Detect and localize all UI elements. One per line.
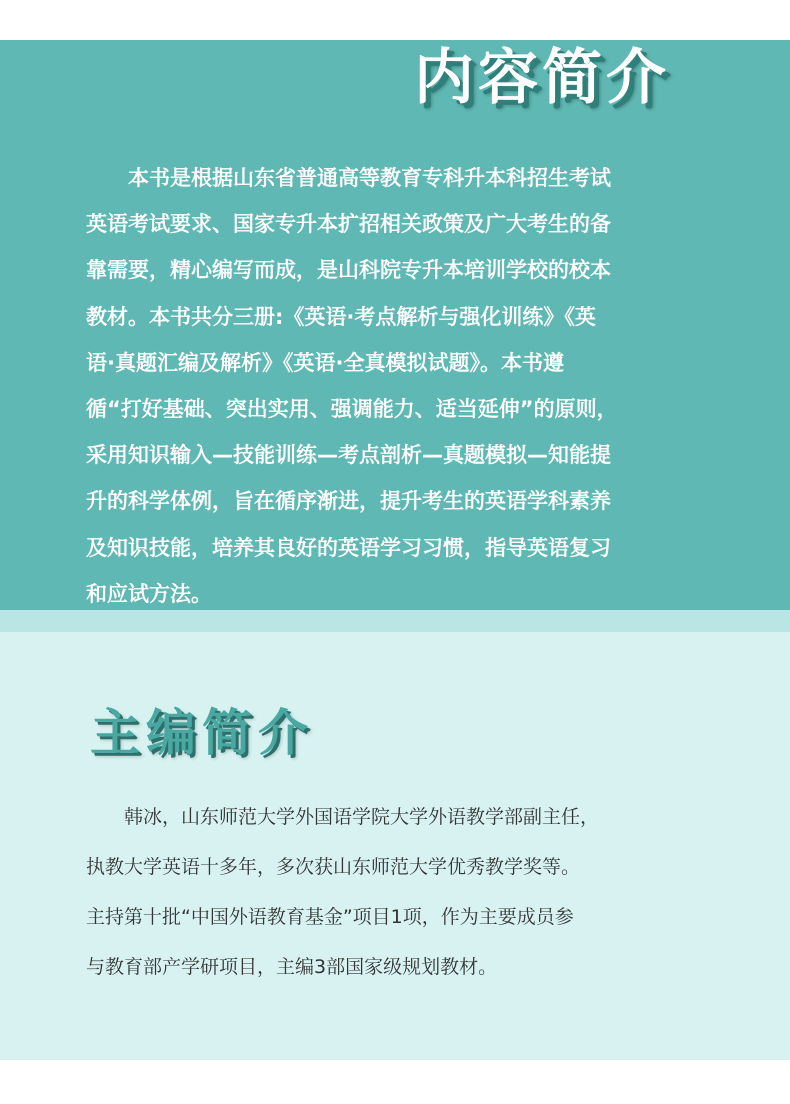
content-intro-section: [0, 40, 790, 610]
editor-intro-title: 主编简介: [90, 704, 314, 762]
editor-intro-section: [0, 610, 790, 1060]
content-intro-text: 本书是根据山东省普通高等教育专科升本科招生考试 英语考试要求、国家专升本扩招相关政策及广大考生的备 靠需要，精心编写而成，是山科院专升本培训学校的校本 教材。本书共分三册:《英语·考点解析与强化训练》《英 语·真题汇编及解析》《英语·全真模拟试题》。本书遵 循“打好基础、突出实用、强调能力、适当延伸”的原则， 采用知识输入—技能训练—考点剖析—真题模拟—知能提 升的科学体例，旨在循序渐进，提升考生的英语学科素养 及知识技能，培养其良好的英语学习习惯，指导英语复习 和应试方法。: [86, 166, 618, 606]
content-intro-title: 内容简介: [414, 43, 670, 113]
editor-intro-text: 韩冰，山东师范大学外国语学院大学外语教学部副主任， 执教大学英语十多年，多次获山东师范大学优秀教学奖等。 主持第十批“中国外语教育基金”项目1项，作为主要成员参 与教育部产学研项目，主编3部国家级规划教材。: [86, 806, 600, 978]
